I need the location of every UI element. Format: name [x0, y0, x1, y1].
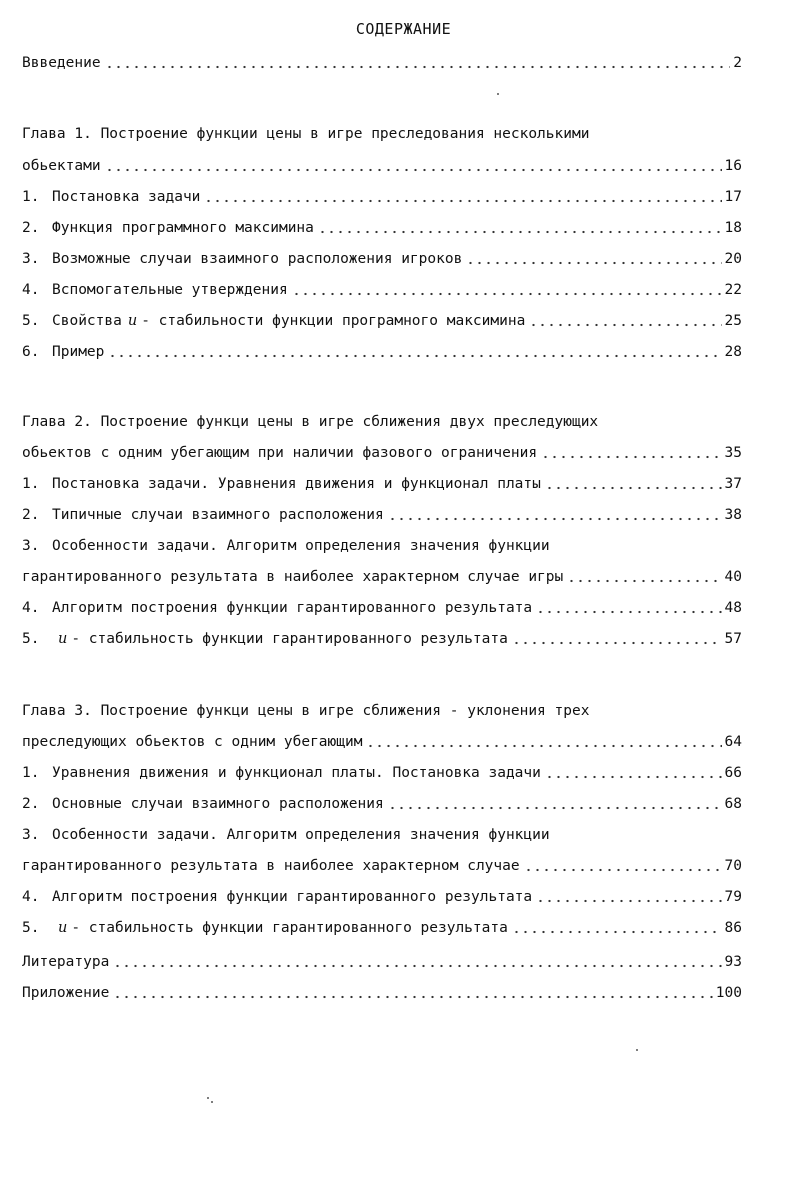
toc-entry-3-3: 3. Особенности задачи. Алгоритм определения значения функции — [22, 827, 550, 843]
toc-entry-2-1: 1. Постановка задачи. Уравнения движения и функционал платы 37 — [22, 476, 742, 492]
toc-entry-1-4: 4. Вспомогательные утверждения 22 — [22, 282, 742, 298]
toc-page: 16 — [724, 158, 742, 174]
leader-dots — [534, 610, 721, 614]
toc-entry-3-5: 5. u - стабильность функции гарантированного результата 86 — [22, 920, 742, 936]
toc-entry-2-5: 5. u - стабильность функции гарантированного результата 57 — [22, 631, 742, 647]
toc-entry-3-4: 4. Алгоритм построения функции гарантированного результата 79 — [22, 889, 742, 905]
page-title: СОДЕРЖАНИЕ — [355, 20, 452, 38]
leader-dots — [386, 806, 722, 810]
chapter-2-heading: Глава 2. Построение функци цены в игре сближения двух преследующих — [22, 414, 599, 430]
leader-dots — [539, 455, 721, 459]
chapter-3-heading: Глава 3. Построение функци цены в игре сближения - уклонения трех — [22, 703, 590, 719]
toc-page: 2 — [733, 55, 742, 71]
leader-dots — [522, 868, 722, 872]
leader-dots — [565, 579, 721, 583]
toc-entry-1-6: 6. Пример 28 — [22, 344, 742, 360]
chapter-1-heading: Глава 1. Построение функции цены в игре преследования несколькими — [22, 126, 590, 142]
leader-dots — [364, 744, 721, 748]
toc-entry-3-1: 1. Уравнения движения и функционал платы. Постановка задачи 66 — [22, 765, 742, 781]
leader-dots — [527, 323, 721, 327]
toc-entry-intro — [22, 52, 742, 74]
leader-dots — [386, 517, 722, 521]
toc-entry-2-3-cont: гарантированного результата в наиболее характерном случае игры 40 — [22, 569, 742, 585]
toc-entry-1-1: 1. Постановка задачи 17 — [22, 189, 742, 205]
chapter-1-heading-cont: обьектами 16 — [22, 155, 742, 177]
toc-entry-1-2: 2. Функция программного максимина 18 — [22, 220, 742, 236]
math-u-symbol: u — [127, 313, 138, 329]
toc-entry-1-3: 3. Возможные случаи взаимного расположения игроков 20 — [22, 251, 742, 267]
leader-dots — [464, 261, 721, 265]
leader-dots — [103, 65, 731, 69]
leader-dots — [103, 168, 722, 172]
toc-entry-2-4: 4. Алгоритм построения функции гарантированного результата 48 — [22, 600, 742, 616]
scan-speck — [211, 1101, 213, 1103]
toc-entry-2-2: 2. Типичные случаи взаимного расположения 38 — [22, 507, 742, 523]
leader-dots — [106, 354, 721, 358]
scan-speck — [207, 1097, 209, 1099]
math-u-symbol: u — [58, 631, 68, 647]
toc-entry-3-2: 2. Основные случаи взаимного расположения 68 — [22, 796, 742, 812]
chapter-3-heading-cont: преследующих обьектов с одним убегающим 64 — [22, 734, 742, 750]
toc-entry-literature: Литература 93 — [22, 954, 742, 970]
toc-entry-3-3-cont: гарантированного результата в наиболее характерном случае 70 — [22, 858, 742, 874]
leader-dots — [510, 641, 722, 645]
chapter-2-heading-cont: обьектов с одним убегающим при наличии фазового ограничения 35 — [22, 445, 742, 461]
leader-dots — [111, 995, 712, 999]
toc-entry-appendix: Приложение 100 — [22, 985, 742, 1001]
leader-dots — [510, 930, 722, 934]
scan-speck — [636, 1049, 638, 1051]
toc-entry-2-3: 3. Особенности задачи. Алгоритм определения значения функции — [22, 538, 550, 554]
leader-dots — [290, 292, 722, 296]
leader-dots — [111, 964, 721, 968]
leader-dots — [534, 899, 721, 903]
leader-dots — [202, 199, 721, 203]
leader-dots — [543, 775, 722, 779]
toc-entry-1-5: 5. Свойства u - стабильности функции програмного максимина 25 — [22, 313, 742, 329]
leader-dots — [316, 230, 722, 234]
leader-dots — [543, 486, 722, 490]
math-u-symbol: u — [58, 920, 68, 936]
toc-label: Ввведение — [22, 55, 101, 71]
scan-speck — [497, 93, 499, 95]
